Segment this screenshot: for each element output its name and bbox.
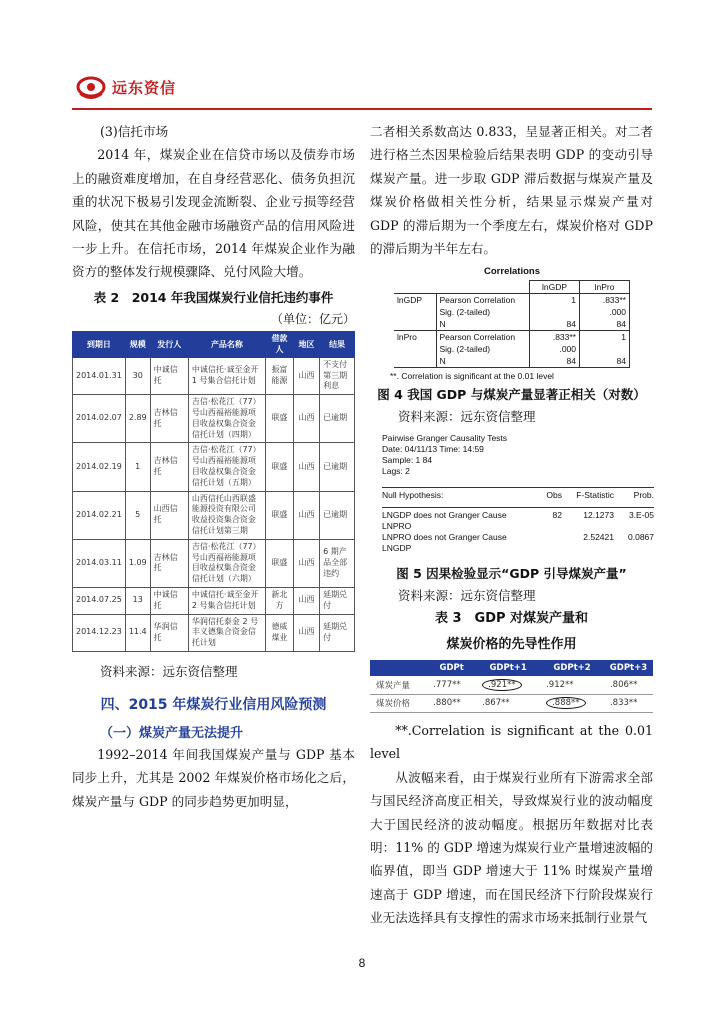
brand-logo (76, 72, 176, 102)
header-divider (72, 108, 652, 110)
corr-cell: N (436, 318, 530, 331)
table2-cell: 山西 (293, 614, 319, 651)
corr-cell: Pearson Correlation (439, 295, 516, 306)
table-row (394, 294, 630, 307)
table-row (394, 343, 630, 355)
table2-cell: 山西 (293, 357, 319, 394)
right-column (370, 120, 653, 930)
granger-row: LNPRO does not Granger Cause LNGDP 2.52421 0.0867 (382, 532, 654, 554)
table2-cell: 德威煤业 (265, 614, 293, 651)
table2-cell: 新北方 (265, 587, 293, 614)
table-row (73, 614, 355, 651)
table2-cell: 山西 (293, 443, 319, 491)
lead-value: .806** (609, 680, 638, 691)
table-row (394, 318, 630, 331)
granger-line-sample: Sample: 1 84 (382, 455, 433, 466)
table2-cell: 6 期产品全部违约 (320, 539, 355, 587)
table-row (73, 587, 355, 614)
table2-cell: 11.4 (125, 614, 150, 651)
lead-cell (476, 694, 540, 712)
table2-header-cell: 发行人 (150, 331, 188, 357)
brand-emblem-icon (76, 72, 106, 102)
table-header-row (73, 331, 355, 357)
figure4-caption: 图 4 我国 GDP 与煤炭产量显著正相关（对数） (377, 387, 646, 403)
table2-cell: 吉林信托 (150, 443, 188, 491)
correlations-title: Correlations (484, 266, 540, 278)
corr-cell: N (436, 355, 530, 368)
lead-header-cell: GDPt+2 (540, 660, 604, 676)
table-row (73, 443, 355, 491)
table2-header-cell: 地区 (293, 331, 319, 357)
paragraph-correlation: 二者相关系数高达 0.833，呈显著正相关。对二者进行格兰杰因果检验后结果表明 GDP 的变动引导煤炭产量。进一步取 GDP 滞后数据与煤炭产量及煤炭价格做相关性分析，结果显示煤炭产量对 GDP 的滞后期为一个季度左右，煤炭价格对 GDP 的滞后期为半年左右。 (370, 124, 653, 257)
corr-cell: Sig. (2-tailed) (439, 307, 491, 318)
table-row (394, 306, 630, 318)
corr-cell: 84 (530, 318, 580, 331)
lead-value: .867** (482, 698, 510, 709)
granger-line-title: Pairwise Granger Causality Tests (382, 433, 508, 444)
correlations-note: **. Correlation is significant at the 0.01 level (390, 371, 554, 382)
table2-cell: 2014.01.31 (73, 357, 126, 394)
table2-cell: 中诚信托 (150, 357, 188, 394)
table-row (73, 357, 355, 394)
table2-cell: 华润信托泰金 2 号丰义德集合资金信托计划 (188, 614, 265, 651)
table2-cell: 2014.03.11 (73, 539, 126, 587)
table2-cell: 延期兑付 (320, 587, 355, 614)
table3-title-line2: 煤炭价格的先导性作用 (446, 637, 577, 653)
brand-name: 远东资信 (112, 78, 177, 97)
lead-header-cell (370, 660, 427, 676)
corr-cell: .000 (530, 343, 580, 355)
lead-value: .912** (546, 680, 574, 691)
lead-value: .880** (433, 698, 461, 709)
subheading-trust-market: (3)信托市场 (100, 124, 169, 139)
table2-cell: 联盛 (265, 395, 293, 443)
subsection-heading-1: （一）煤炭产量无法提升 (100, 725, 244, 741)
table-row (370, 694, 653, 712)
table2-cell: 中诚信托·诚至金开 2 号集合信托计划 (188, 587, 265, 614)
table2-cell: 山西 (293, 587, 319, 614)
table2-cell: 中诚信托·诚至金开 1 号集合信托计划 (188, 357, 265, 394)
figure5-caption: 图 5 因果检验显示“GDP 引导煤炭产量” (396, 566, 627, 582)
corr-cell (394, 318, 436, 331)
table2-header-cell: 结果 (320, 331, 355, 357)
table2-cell: 延期兑付 (320, 614, 355, 651)
table2-cell: 联盛 (265, 443, 293, 491)
lead-cell (370, 676, 427, 694)
corr-cell: Pearson Correlation (439, 332, 516, 343)
table2-cell: 2014.02.07 (73, 395, 126, 443)
table2-cell: 联盛 (265, 491, 293, 539)
lead-cell (604, 676, 653, 694)
lead-value: .777** (433, 680, 461, 691)
table2-header-cell: 产品名称 (188, 331, 265, 357)
corr-cell: lnPro (394, 331, 436, 344)
lead-cell (427, 676, 476, 694)
lead-value: 煤炭产量 (376, 681, 411, 692)
table-row (73, 539, 355, 587)
table-row (394, 331, 630, 344)
lead-cell (540, 676, 604, 694)
corr-cell (530, 306, 580, 318)
lead-cell (476, 676, 540, 694)
corr-cell: lnGDP (394, 294, 436, 307)
table-row (394, 355, 630, 368)
table3-title-line1: 表 3 GDP 对煤炭产量和 (434, 611, 589, 627)
table2-cell: 振富能源 (265, 357, 293, 394)
table-row (73, 491, 355, 539)
table2-cell: 山西信托 (150, 491, 188, 539)
table2-cell: 不支付第三期利息 (320, 357, 355, 394)
table2-header-cell: 借款人 (265, 331, 293, 357)
corr-col-lngdp: lnGDP (530, 281, 580, 294)
table3-note: **.Correlation is significant at the 0.01 level (370, 722, 653, 762)
table2-header-cell: 规模 (125, 331, 150, 357)
granger-row: LNGDP does not Granger Cause LNPRO 82 12.1273 3.E-05 (382, 510, 654, 532)
figure4-source: 资料来源：远东资信整理 (398, 409, 536, 425)
table2-cell: 13 (125, 587, 150, 614)
trust-default-table (72, 331, 355, 652)
section-heading-4: 四、2015 年煤炭行业信用风险预测 (100, 696, 327, 713)
table2-unit: （单位：亿元） (270, 311, 355, 326)
table-row (73, 395, 355, 443)
corr-cell: 84 (530, 355, 580, 368)
table2-cell: 联盛 (265, 539, 293, 587)
corr-cell: Sig. (2-tailed) (439, 344, 491, 355)
corr-cell: .000 (580, 306, 630, 318)
table2-cell: 2014.02.21 (73, 491, 126, 539)
table2-source: 资料来源：远东资信整理 (100, 663, 238, 679)
table2-cell: 山西 (293, 491, 319, 539)
table2-cell: 中诚信托 (150, 587, 188, 614)
table2-cell: 吉信·松花江（77）号山西福裕能源项目收益权集合资金信托计划（六期） (188, 539, 265, 587)
lead-header-cell: GDPt (427, 660, 476, 676)
corr-cell: .833** (530, 331, 580, 344)
table2-cell: 5 (125, 491, 150, 539)
table2-cell: 山西 (293, 539, 319, 587)
corr-cell (394, 306, 436, 318)
lead-cell (540, 694, 604, 712)
corr-cell (394, 355, 436, 368)
corr-cell: 1 (580, 331, 630, 344)
lead-cell (370, 694, 427, 712)
table2-cell: 已逾期 (320, 491, 355, 539)
table2-cell: 吉信·松花江（77）号山西福裕能源项目收益权集合资金信托计划（五期） (188, 443, 265, 491)
lead-value: .833** (609, 698, 638, 709)
table2-cell: 已逾期 (320, 395, 355, 443)
table2-cell: 1.09 (125, 539, 150, 587)
corr-cell (580, 343, 630, 355)
table2-cell: 山西 (293, 395, 319, 443)
paragraph-coal-gdp: 1992–2014 年间我国煤炭产量与 GDP 基本同步上升，尤其是 2002 年煤炭价格市场化之后，煤炭产量与 GDP 的同步趋势更加明显， (72, 746, 355, 809)
corr-cell: 84 (580, 318, 630, 331)
corr-cell (394, 343, 436, 355)
table2-cell: 吉林信托 (150, 539, 188, 587)
table2-cell: 华润信托 (150, 614, 188, 651)
lead-header-cell: GDPt+3 (604, 660, 653, 676)
table2-title: 表 2 2014 年我国煤炭行业信托违约事件 (93, 289, 334, 305)
table2-cell: 2.89 (125, 395, 150, 443)
table2-cell: 2014.02.19 (73, 443, 126, 491)
table-row (370, 676, 653, 694)
table2-cell: 吉信·松花江（77）号山西福裕能源项目收益权集合资金信托计划（四期） (188, 395, 265, 443)
circled-value: .888** (546, 697, 585, 709)
table2-header-cell: 到期日 (73, 331, 126, 357)
paragraph-volatility: 从波幅来看，由于煤炭行业所有下游需求全部与国民经济高度正相关，导致煤炭行业的波动幅度大于国民经济的波动幅度。根据历年数据对比表明：11% 的 GDP 增速为煤炭行业产量增速波幅的临界值，即当 GDP 增速大于 11% 时煤炭产量增速高于 GDP 增速，而在国民经济下行阶段煤炭行业无法选择具有支撑性的需求市场来抵制行业景气 (370, 769, 653, 926)
table2-cell: 已逾期 (320, 443, 355, 491)
circled-value: .921** (482, 679, 521, 691)
granger-output (382, 433, 654, 554)
left-column (72, 120, 355, 813)
corr-cell: .833** (580, 294, 630, 307)
table2-cell: 1 (125, 443, 150, 491)
granger-header-row: Null Hypothesis: Obs F-Statistic Prob. (382, 490, 654, 501)
granger-line-date: Date: 04/11/13 Time: 14:59 (382, 444, 484, 455)
corr-col-lnpro: lnPro (580, 281, 630, 294)
gdp-lead-table (370, 660, 653, 713)
corr-cell: 84 (580, 355, 630, 368)
correlations-table (394, 280, 630, 368)
granger-line-lags: Lags: 2 (382, 466, 410, 477)
correlations-output (394, 266, 630, 368)
lead-cell (427, 694, 476, 712)
corr-cell: 1 (530, 294, 580, 307)
table2-cell: 2014.12.23 (73, 614, 126, 651)
table2-cell: 30 (125, 357, 150, 394)
lead-header-cell: GDPt+1 (476, 660, 540, 676)
table2-cell: 2014.07.25 (73, 587, 126, 614)
lead-value: 煤炭价格 (376, 699, 411, 710)
paragraph-trust: 2014 年，煤炭企业在信贷市场以及债券市场上的融资难度增加，在自身经营恶化、债务负担沉重的状况下极易引发现金流断裂、企业亏损等经营风险，使其在其他金融市场融资产品的信用风险进一步上升。在信托市场，2014 年煤炭企业作为融资方的整体发行规模骤降、兑付风险大增。 (72, 147, 355, 280)
table2-cell: 吉林信托 (150, 395, 188, 443)
table-header-row (370, 660, 653, 676)
table2-cell: 山西信托山西联盛能源投资有限公司收益投资集合资金信托计划第三期 (188, 491, 265, 539)
lead-cell (604, 694, 653, 712)
page-number: 8 (358, 956, 366, 970)
figure5-source: 资料来源：远东资信整理 (398, 588, 536, 604)
